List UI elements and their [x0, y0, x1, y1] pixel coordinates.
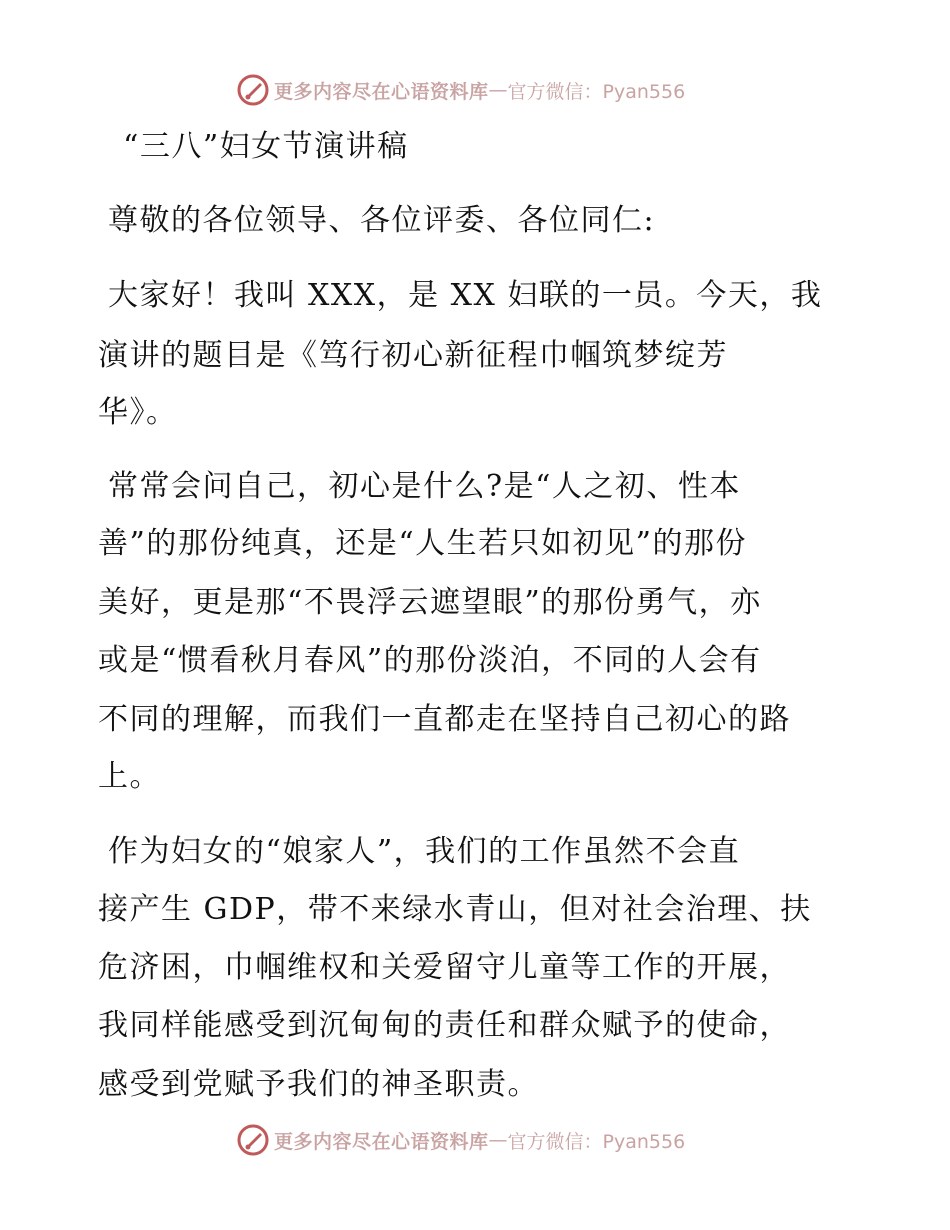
paragraph-3-line-3: 危济困，巾帼维权和关爱留守儿童等工作的开展，: [98, 950, 791, 985]
paragraph-1-line-2: 演讲的题目是《笃行初心新征程巾帼筑梦绽芳: [98, 338, 728, 373]
banner-wechat-text: 官方微信：Pyan556: [507, 80, 686, 103]
paragraph-2-line-5: 不同的理解，而我们一直都走在坚持自己初心的路: [98, 702, 791, 737]
document-title: “三八”妇女节演讲稿: [123, 129, 409, 164]
footer-banner: [236, 1123, 716, 1157]
header-banner: [236, 73, 716, 107]
paragraph-2-line-2: 善”的那份纯真，还是“人生若只如初见”的那份: [98, 526, 748, 561]
banner-separator: —: [488, 1129, 508, 1151]
banner-separator: —: [488, 79, 508, 101]
paragraph-1-line-1: 大家好！我叫 XXX，是 XX 妇联的一员。今天，我: [108, 278, 823, 313]
paragraph-3-line-4: 我同样能感受到沉甸甸的责任和群众赋予的使命，: [98, 1008, 791, 1043]
banner-site-text: 更多内容尽在心语资料库: [274, 80, 489, 103]
paragraph-2-line-4: 或是“惯看秋月春风”的那份淡泊，不同的人会有: [98, 643, 762, 678]
salutation: 尊敬的各位领导、各位评委、各位同仁:: [108, 203, 656, 238]
banner-wechat-text: 官方微信：Pyan556: [507, 1130, 686, 1153]
paragraph-3-line-2: 接产生 GDP，带不来绿水青山，但对社会治理、扶: [98, 892, 812, 927]
paragraph-3-line-5: 感受到党赋予我们的神圣职责。: [98, 1067, 539, 1102]
paragraph-3-line-1: 作为妇女的“娘家人”，我们的工作虽然不会直: [108, 834, 741, 869]
logo-icon: [236, 1123, 270, 1157]
paragraph-2-line-1: 常常会问自己，初心是什么?是“人之初、性本: [108, 469, 741, 504]
paragraph-1-line-3: 华》。: [98, 395, 178, 430]
paragraph-2-line-6: 上。: [98, 759, 161, 794]
paragraph-2-line-3: 美好，更是那“不畏浮云遮望眼”的那份勇气，亦: [98, 585, 762, 620]
banner-site-text: 更多内容尽在心语资料库: [274, 1130, 489, 1153]
logo-icon: [236, 73, 270, 107]
